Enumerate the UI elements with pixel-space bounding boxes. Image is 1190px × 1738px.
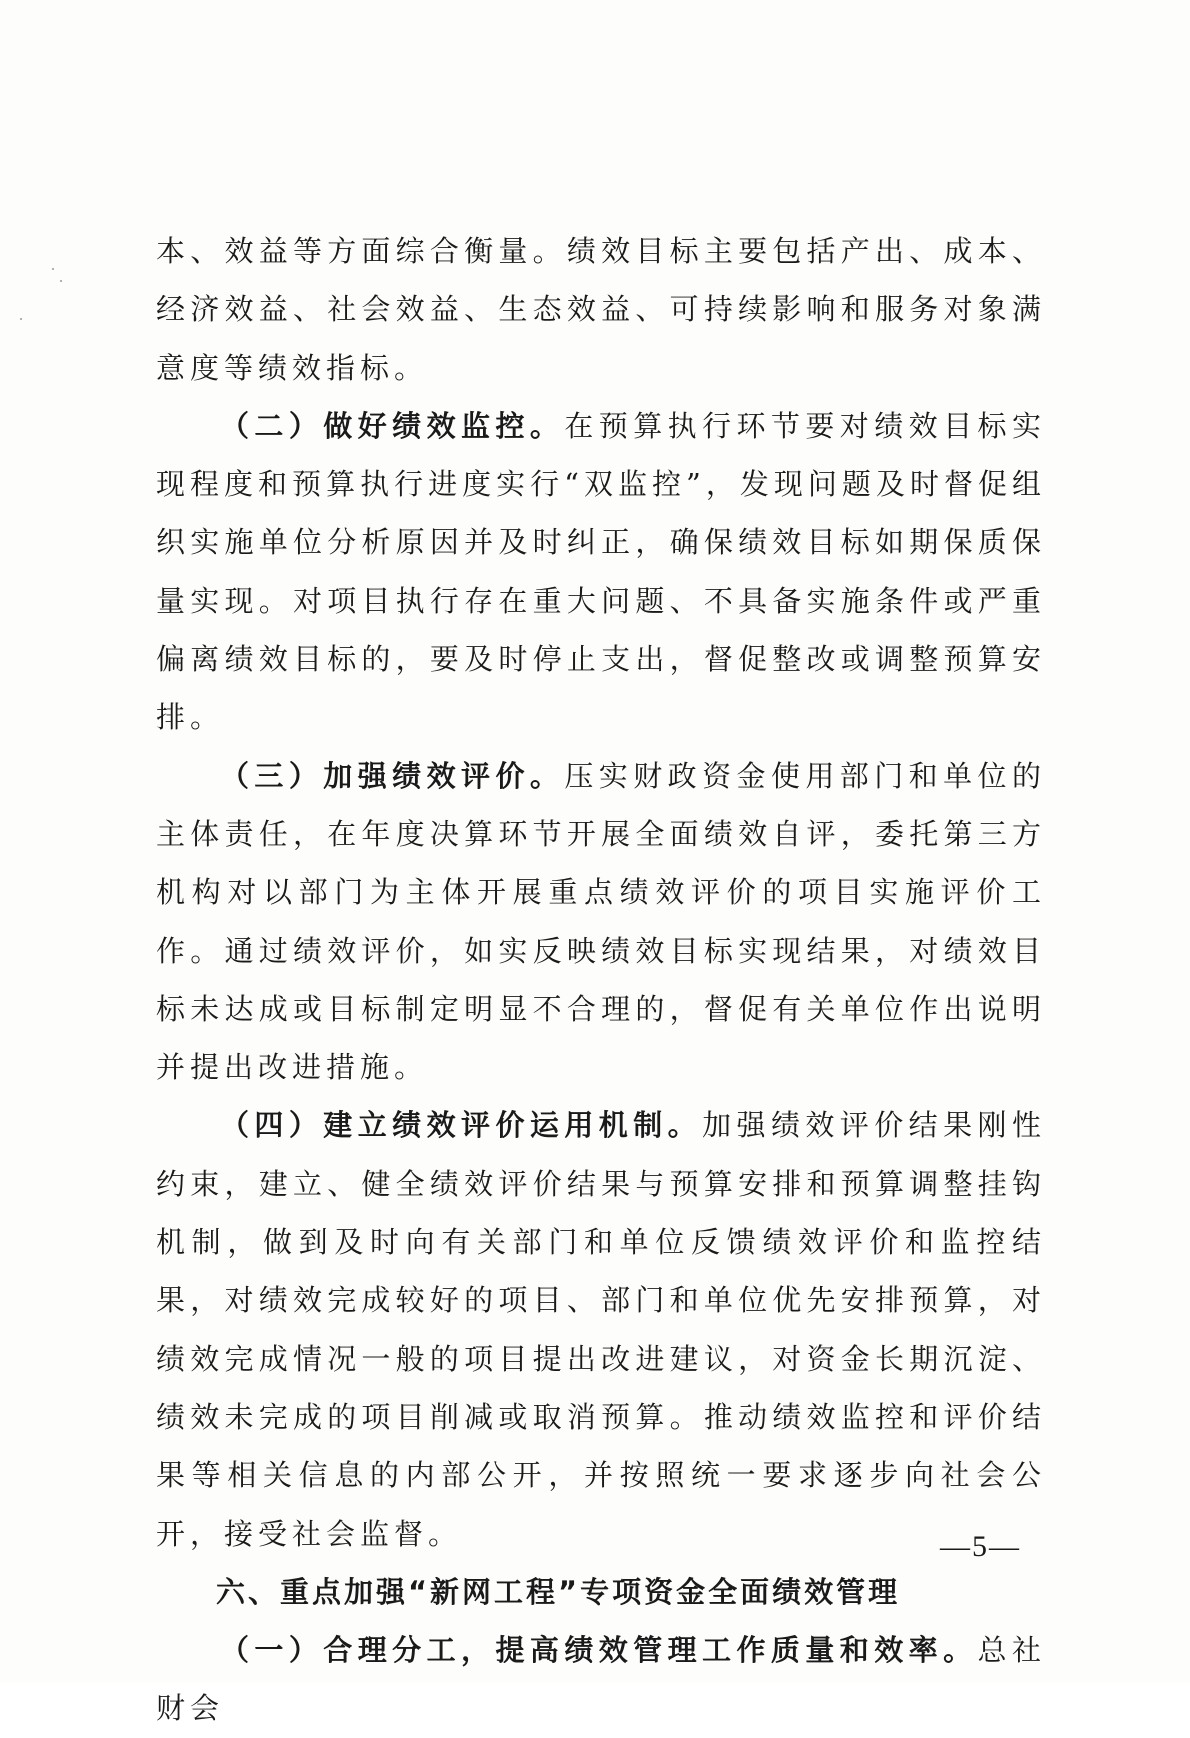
- paragraph-text: 在预算执行环节要对绩效目标实现程度和预算执行进度实行“双监控”，发现问题及时督促组织实施单位分析原因并及时纠正，确保绩效目标如期保质保量实现。对项目执行存在重大问题、不具备实施条件或严重偏离绩效目标的，要及时停止支出，督促整改或调整预算安排。: [156, 408, 1046, 735]
- paragraph-text: 加强绩效评价结果刚性约束，建立、健全绩效评价结果与预算安排和预算调整挂钩机制，做到及时向有关部门和单位反馈绩效评价和监控结果，对绩效完成较好的项目、部门和单位优先安排预算，对绩效完成情况一般的项目提出改进建议，对资金长期沉淀、绩效未完成的项目削减或取消预算。推动绩效监控和评价结果等相关信息的内部公开，并按照统一要求逐步向社会公开，接受社会监督。: [156, 1108, 1046, 1551]
- paragraph-text: 压实财政资金使用部门和单位的主体责任，在年度决算环节开展全面绩效自评，委托第三方机构对以部门为主体开展重点绩效评价的项目实施评价工作。通过绩效评价，如实反映绩效目标实现结果，对绩效目标未达成或目标制定明显不合理的，督促有关单位作出说明并提出改进措施。: [156, 758, 1046, 1085]
- paragraph-text: 总社财会: [156, 1633, 1046, 1726]
- document-body: [156, 222, 1046, 1738]
- scan-speck: [60, 280, 62, 282]
- section-heading: 六、重点加强“新网工程”专项资金全面绩效管理: [216, 1574, 901, 1609]
- paragraph-performance-monitoring: [156, 397, 1046, 747]
- scan-speck: [20, 318, 22, 320]
- paragraph-lead: （二）做好绩效监控。: [220, 408, 565, 443]
- paragraph-evaluation-mechanism: [156, 1096, 1046, 1562]
- paragraph-division-of-labor: [156, 1621, 1046, 1738]
- scan-speck: [52, 268, 54, 270]
- paragraph-continued: [156, 222, 1046, 397]
- page-number: —5—: [940, 1530, 1021, 1563]
- paragraph-lead: （四）建立绩效评价运用机制。: [220, 1108, 703, 1143]
- paragraph-lead: （一）合理分工，提高绩效管理工作质量和效率。: [220, 1633, 978, 1668]
- paragraph-text: 本、效益等方面综合衡量。绩效目标主要包括产出、成本、经济效益、社会效益、生态效益、可持续影响和服务对象满意度等绩效指标。: [156, 234, 1046, 385]
- paragraph-lead: （三）加强绩效评价。: [220, 758, 565, 793]
- paragraph-performance-evaluation: [156, 747, 1046, 1097]
